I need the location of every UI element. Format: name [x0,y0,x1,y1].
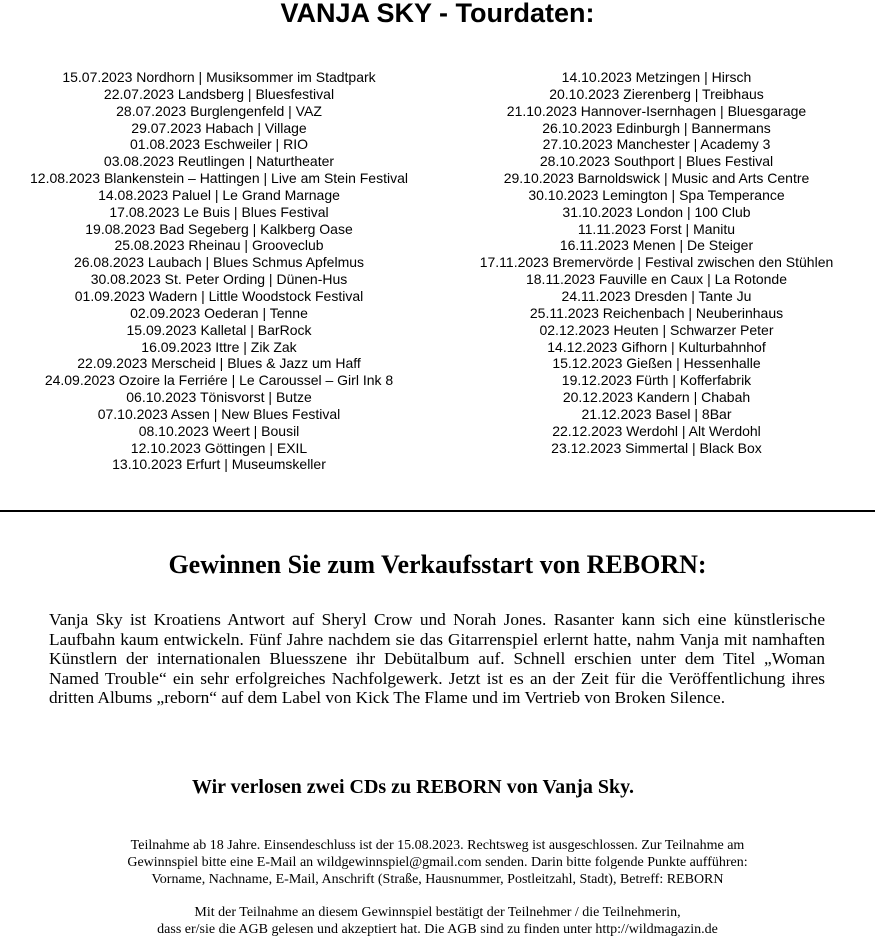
tour-date-entry: 14.12.2023 Gifhorn | Kulturbahnhof [547,338,766,355]
tour-date-entry: 29.07.2023 Habach | Village [131,119,307,136]
tour-date-entry: 03.08.2023 Reutlingen | Naturtheater [103,153,335,170]
tour-date-entry: 15.07.2023 Nordhorn | Musiksommer im Stadtpark [62,69,376,85]
page-title: VANJA SKY - Tourdaten: [280,0,595,28]
tour-date-entry: 17.11.2023 Bremervörde | Festival zwischen den Stühlen [479,254,834,271]
tour-date-entry: 30.10.2023 Lemington | Spa Temperance [528,186,785,203]
tour-date-entry: 13.10.2023 Erfurt | Museumskeller [112,456,326,473]
agb-notice [0,904,875,938]
participation-terms [0,837,875,888]
tour-date-entry: 14.10.2023 Metzingen | Hirsch [561,69,752,85]
tour-date-entry: 02.12.2023 Heuten | Schwarzer Peter [539,321,774,338]
tour-date-entry: 19.08.2023 Bad Segeberg | Kalkberg Oase [85,220,353,237]
tour-date-entry: 21.10.2023 Hannover-Isernhagen | Bluesgarage [506,102,807,119]
tour-date-entry: 07.10.2023 Assen | New Blues Festival [97,405,341,422]
tour-date-entry: 22.12.2023 Werdohl | Alt Werdohl [552,422,761,439]
tour-date-entry: 25.11.2023 Reichenbach | Neuberinhaus [529,304,784,321]
tour-date-entry: 27.10.2023 Manchester | Academy 3 [542,136,771,153]
tour-date-entry: 12.10.2023 Göttingen | EXIL [130,439,308,456]
terms-line: Teilnahme ab 18 Jahre. Einsendeschluss ist der 15.08.2023. Rechtsweg ist ausgeschlossen. Zur Teilnahme am [130,838,745,853]
tour-date-entry: 14.08.2023 Paluel | Le Grand Marnage [98,186,340,203]
terms-line: Gewinnspiel bitte eine E-Mail an wildgewinnspiel@gmail.com senden. Darin bitte folgende Punkte aufführen: [127,855,748,870]
contest-description: Vanja Sky ist Kroatiens Antwort auf Sheryl Crow und Norah Jones. Rasanter kann sich eine künstlerische Laufbahn kaum entwickeln. Fünf Jahre nachdem sie das Gitarrenspiel erlernt hatte, nahm Vanja mit namhaften Künstlern der internationalen Bluesszene ihr Debütalbum auf. Schnell erschien unter dem Titel „Woman Named Trouble“ ein sehr erfolgreiches Nachfolgewerk. Jetzt ist es an der Zeit für die Veröffentlichung ihres dritten Albums „reborn“ auf dem Label von Kick The Flame und im Vertrieb von Broken Silence. [49,610,825,708]
tour-date-entry: 11.11.2023 Forst | Manitu [577,220,736,237]
tour-date-entry: 29.10.2023 Barnoldswick | Music and Arts Centre [503,170,810,187]
tour-date-entry: 15.09.2023 Kalletal | BarRock [126,321,312,338]
tour-date-entry: 22.09.2023 Merscheid | Blues & Jazz um Haff [77,355,361,372]
tour-date-entry: 24.09.2023 Ozoire la Ferriére | Le Caroussel – Girl Ink 8 [44,372,394,389]
tour-date-entry: 01.09.2023 Wadern | Little Woodstock Festival [74,287,364,304]
tour-date-entry: 20.12.2023 Kandern | Chabah [562,389,751,406]
tour-date-entry: 16.09.2023 Ittre | Zik Zak [141,338,297,355]
tour-date-entry: 26.08.2023 Laubach | Blues Schmus Apfelmus [73,254,365,271]
tour-date-entry: 18.11.2023 Fauville en Caux | La Rotonde [525,271,787,288]
raffle-announcement: Wir verlosen zwei CDs zu REBORN von Vanja Sky. [191,776,635,798]
agb-line: Mit der Teilnahme an diesem Gewinnspiel bestätigt der Teilnehmer / die Teilnehmerin, [194,905,681,920]
tour-date-entry: 12.08.2023 Blankenstein – Hattingen | Live am Stein Festival [30,170,408,187]
agb-line: dass er/sie die AGB gelesen und akzeptiert hat. Die AGB sind zu finden unter http://wildmagazin.de [157,922,718,937]
tour-dates-right-column [438,69,875,456]
tour-date-entry: 01.08.2023 Eschweiler | RIO [130,136,308,153]
tour-date-entry: 30.08.2023 St. Peter Ording | Dünen-Hus [90,271,348,288]
tour-date-entry: 28.10.2023 Southport | Blues Festival [539,153,774,170]
tour-date-entry: 19.12.2023 Fürth | Kofferfabrik [561,372,752,389]
tour-date-entry: 16.11.2023 Menen | De Steiger [559,237,754,254]
tour-date-entry: 31.10.2023 London | 100 Club [562,203,751,220]
tour-date-entry: 22.07.2023 Landsberg | Bluesfestival [103,85,335,102]
tour-date-entry: 06.10.2023 Tönisvorst | Butze [126,389,312,406]
tour-date-entry: 28.07.2023 Burglengenfeld | VAZ [116,102,322,119]
contest-heading: Gewinnen Sie zum Verkaufsstart von REBORN: [168,550,707,579]
tour-date-entry: 25.08.2023 Rheinau | Grooveclub [114,237,324,254]
tour-date-entry: 17.08.2023 Le Buis | Blues Festival [109,203,329,220]
section-divider [0,510,875,512]
tour-date-entry: 26.10.2023 Edinburgh | Bannermans [542,119,771,136]
tour-date-entry: 23.12.2023 Simmertal | Black Box [551,439,762,456]
tour-date-entry: 24.11.2023 Dresden | Tante Ju [561,287,752,304]
tour-dates-left-column [0,69,438,473]
tour-date-entry: 20.10.2023 Zierenberg | Treibhaus [549,85,764,102]
tour-date-entry: 15.12.2023 Gießen | Hessenhalle [552,355,761,372]
tour-date-entry: 21.12.2023 Basel | 8Bar [581,405,732,422]
tour-date-entry: 08.10.2023 Weert | Bousil [138,422,300,439]
tour-date-entry: 02.09.2023 Oederan | Tenne [130,304,308,321]
terms-line: Vorname, Nachname, E-Mail, Anschrift (Straße, Hausnummer, Postleitzahl, Stadt), Betreff: REBORN [151,872,724,887]
